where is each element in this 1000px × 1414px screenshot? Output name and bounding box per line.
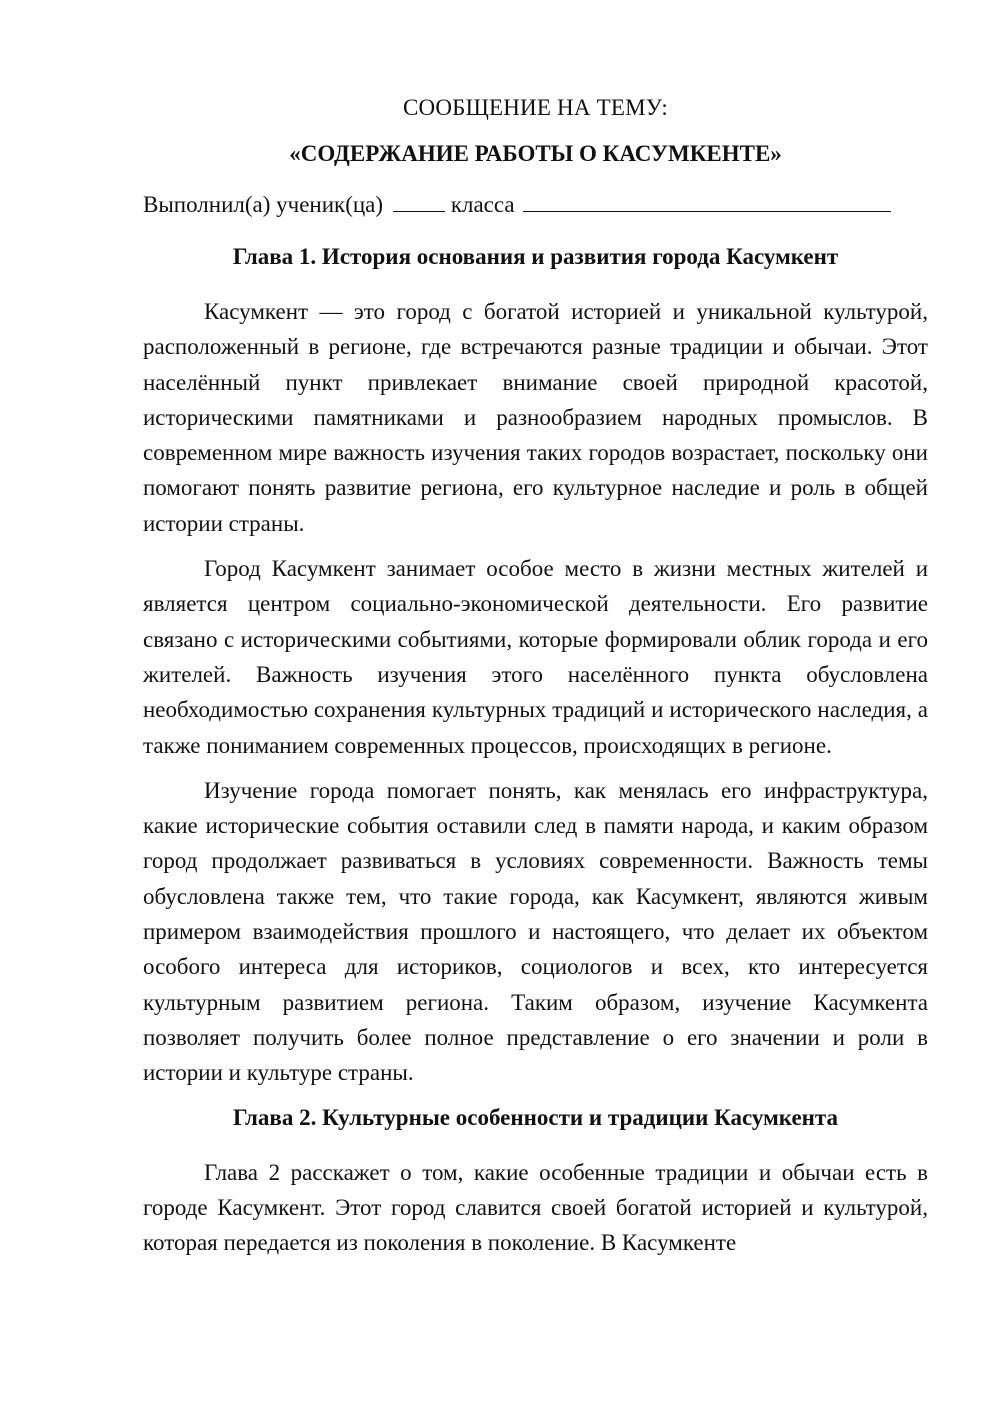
class-label: класса: [450, 192, 515, 217]
class-number-blank: [393, 189, 445, 212]
name-blank: [523, 189, 891, 212]
author-prefix: Выполнил(а) ученик(ца): [143, 192, 384, 217]
chapter-1-paragraph-1: Касумкент — это город с богатой историей и уникальной культурой, расположенный в регионе, где встречаются разные традиции и обычаи. Этот населённый пункт привлекает внимание своей природной красотой, историческими памятниками и разнообразием народных промыслов. В современном мире важность изучения таких городов возрастает, поскольку они помогают понять развитие региона, его культурное наследие и роль в общей истории страны.: [143, 299, 928, 536]
chapter-1-paragraph-3: Изучение города помогает понять, как менялась его инфраструктура, какие исторические события оставили след в памяти народа, и каким образом город продолжает развиваться в условиях современности. Важность темы обусловлена также тем, что такие города, как Касумкент, являются живым примером взаимодействия прошлого и настоящего, что делает их объектом особого интереса для историков, социологов и всех, кто интересуется культурным развитием региона. Таким образом, изучение Касумкента позволяет получить более полное представление о его значении и роли в истории и культуре страны.: [143, 777, 928, 1086]
chapter-1-heading: Глава 1. История основания и развития города Касумкент: [232, 244, 839, 269]
document-content: [143, 92, 928, 1260]
document-title-line-2: «СОДЕРЖАНИЕ РАБОТЫ О КАСУМКЕНТЕ»: [289, 141, 782, 166]
chapter-2-heading: Глава 2. Культурные особенности и традиции Касумкента: [232, 1104, 839, 1130]
chapter-1-paragraph-2: Город Касумкент занимает особое место в жизни местных жителей и является центром социально-экономической деятельности. Его развитие связано с историческими событиями, которые формировали облик города и его жителей. Важность изучения этого населённого пункта обусловлена необходимостью сохранения культурных традиций и исторического наследия, а также пониманием современных процессов, происходящих в регионе.: [143, 556, 928, 758]
author-line: [143, 189, 928, 221]
document-title-line-1: СООБЩЕНИЕ НА ТЕМУ:: [403, 95, 668, 120]
chapter-2-paragraph-1: Глава 2 расскажет о том, какие особенные традиции и обычаи есть в городе Касумкент. Этот город славится своей богатой историей и культурой, которая передается из поколения в поколение. В Касумкенте: [143, 1159, 928, 1256]
